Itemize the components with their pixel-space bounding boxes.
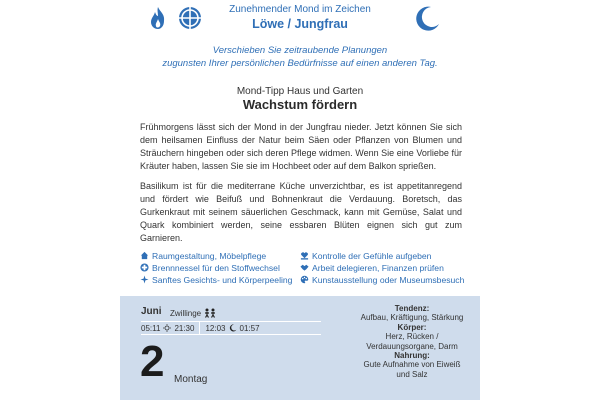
calendar-panel — [120, 296, 480, 400]
list-item-label: Kunstausstellung oder Museumsbesuch — [312, 274, 465, 285]
list-item — [300, 250, 470, 261]
list-item-label: Kontrolle der Gefühle aufgeben — [312, 250, 432, 261]
zodiac-title: Löwe / Jungfrau — [252, 17, 348, 31]
health-info — [344, 304, 480, 379]
calendar-date — [120, 296, 342, 400]
advice-line-2: zugunsten Ihrer persönlichen Bedürfnisse auf einen anderen Tag. — [162, 58, 438, 69]
tips-list — [140, 250, 470, 285]
sun-moon-times — [141, 321, 321, 335]
list-item — [140, 250, 300, 261]
heart-hand-icon — [300, 251, 309, 260]
zodiac-sign-label: Zwillinge — [170, 308, 202, 318]
list-item-label: Brennnessel für den Stoffwechsel — [152, 262, 280, 273]
moonrise-time: 12:03 — [205, 323, 226, 333]
month-label: Juni — [141, 306, 162, 317]
tip-paragraph-2: Basilikum ist für die mediterrane Küche unverzichtbar, es ist appetitanregend und fördert wie Beifuß und Bohnenkraut die Verdauung. Boretsch, das Gurkenkraut mit seinem säuerlichen Geschmack, kann mit Gemüse, Salat und Quark kombiniert werden, seine essbaren Blüten eignen sich gut zum Garnieren. — [140, 181, 462, 244]
list-item — [300, 274, 470, 285]
body-label: Körper: — [397, 322, 427, 332]
zodiac-sign — [170, 308, 217, 318]
list-item — [140, 262, 300, 273]
moonset-time: 01:57 — [239, 323, 260, 333]
daily-advice — [0, 44, 600, 70]
tip-paragraph-1: Frühmorgens lässt sich der Mond in der Jungfrau nieder. Jetzt können Sie sich dem heilsamen Einfluss der Natur beim Säen oder Pflanzen von Blumen und Sträuchern hingeben oder sich deren Pflege widmen. Wenn Sie eine Vorliebe für Kräuter haben, lassen Sie sie im Hochbeet oder auf dem Balkon sprießen. — [140, 122, 462, 172]
plus-cross-icon — [140, 263, 149, 272]
tip-subtitle: Mond-Tipp Haus und Garten — [236, 86, 364, 97]
list-item — [300, 262, 470, 273]
sunrise-time: 05:11 — [141, 323, 161, 333]
divider — [199, 322, 200, 334]
food-value-line-2: und Salz — [396, 369, 428, 379]
palette-icon — [300, 275, 309, 284]
sun-icon — [163, 324, 171, 332]
advice-line-1: Verschieben Sie zeitraubende Planungen — [212, 45, 388, 56]
house-icon — [140, 251, 149, 260]
list-item-label: Sanftes Gesichts- und Körperpeeling — [152, 274, 293, 285]
list-item-label: Arbeit delegieren, Finanzen prüfen — [312, 262, 444, 273]
body-value-line-1: Herz, Rücken / — [385, 332, 439, 342]
sunset-time: 21:30 — [174, 323, 195, 333]
tendency-value: Aufbau, Kräftigung, Stärkung — [360, 313, 464, 323]
weekday-label: Montag — [174, 374, 208, 385]
body-value-line-2: Verdauungsorgane, Darm — [366, 341, 458, 351]
moon-phase-text: Zunehmender Mond im Zeichen — [229, 4, 371, 15]
handshake-icon — [300, 263, 309, 272]
list-item — [140, 274, 300, 285]
tip-title: Wachstum fördern — [242, 97, 358, 112]
food-value-line-1: Gute Aufnahme von Eiweiß — [363, 360, 461, 370]
list-item-label: Raumgestaltung, Möbelpflege — [152, 250, 267, 261]
tendency-label: Tendenz: — [394, 304, 430, 313]
food-label: Nahrung: — [394, 351, 430, 361]
twins-icon — [203, 308, 217, 318]
day-number: 2 — [140, 337, 165, 386]
sparkle-icon — [140, 275, 149, 284]
moon-icon — [229, 324, 237, 332]
